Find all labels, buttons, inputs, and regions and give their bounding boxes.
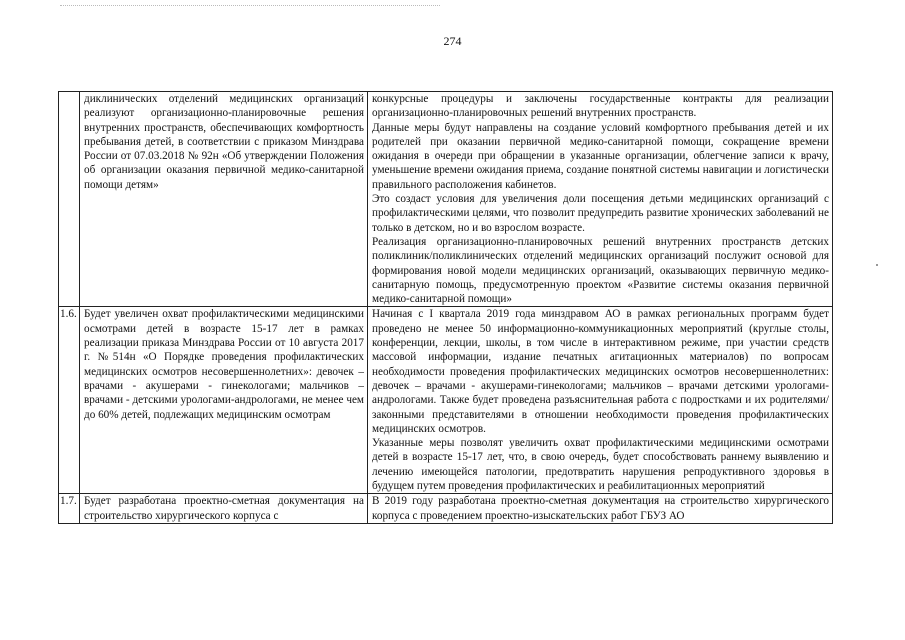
description-cell [368, 307, 833, 494]
description-paragraph: Данные меры будут направлены на создание условий комфортного пребывания детей и их родителей при оказании первичной медико-санитарной помощи, сокращение времени ожидания в очереди при обращении в указанные организации, облегчение записи к врачу, уменьшение времени ожидания приема, создание понятной системы навигации и логистически правильного расположения кабинетов. [372, 121, 829, 191]
description-paragraph: Начиная с I квартала 2019 года минздравом АО в рамках региональных программ будет проведено не менее 50 информационно-коммуникационных мероприятий (круглые столы, конференции, лекции, школы, в том числе в интерактивном режиме, при участии средств массовой информации, издание печатных агитационных материалов) по вопросам необходимости проведения профилактических медицинских осмотров несовершеннолетних: девочек – врачами - акушерами-гинекологами; мальчиков – врачами детскими урологами-андрологами. Также будет проведена разъяснительная работа с подростками и их родителями/законными представителями в отношении необходимости проведения профилактических медицинских осмотров. [372, 308, 829, 435]
scan-speck [876, 264, 878, 266]
row-number: 1.6. [59, 307, 80, 494]
description-paragraph: В 2019 году разработана проектно-сметная документация на строительство хирургического корпуса с проведением проектно-изыскательских работ ГБУЗ АО [372, 495, 829, 522]
table-row [59, 92, 833, 307]
row-number [59, 92, 80, 307]
description-paragraph: Указанные меры позволят увеличить охват профилактическими медицинскими осмотрами детей в возрасте 15-17 лет, что, в свою очередь, будет способствовать раннему выявлению и лечению имеющейся патологии, предотвратить нарушения репродуктивного здоровья в будущем путем проведения профилактических и реабилитационных мероприятий [372, 437, 829, 493]
page-number: 274 [443, 34, 462, 48]
table-row [59, 307, 833, 494]
event-cell: Будет увеличен охват профилактическими медицинскими осмотрами детей в возрасте 15-17 лет в рамках реализации приказа Минздрава России от 10 августа 2017 г. №514н «О Порядке проведения профилактических медицинских осмотров несовершеннолетних»: девочек – врачами - акушерами - гинекологами; мальчиков – врачами - детскими урологами-андрологами, не менее чем до 60% детей, подлежащих медицинским осмотрам [80, 307, 368, 494]
row-number: 1.7. [59, 494, 80, 524]
description-cell [368, 494, 833, 524]
event-cell: Будет разработана проектно-сметная документация на строительство хирургического корпуса с [80, 494, 368, 524]
measures-table [58, 91, 833, 524]
description-cell [368, 92, 833, 307]
description-paragraph: конкурсные процедуры и заключены государственные контракты для реализации организационно-планировочных решений внутренних пространств. [372, 93, 829, 120]
event-cell: диклинических отделений медицинских организаций реализуют организационно-планировочные решения внутренних пространств, обеспечивающих комфортность пребывания детей, в соответствии с приказом Минздрава России от 07.03.2018 № 92н «Об утверждении Положения об организации оказания первичной медико-санитарной помощи детям» [80, 92, 368, 307]
description-paragraph: Реализация организационно-планировочных решений внутренних пространств детских поликлиник/поликлинических отделений медицинских организаций послужит основой для формирования новой модели медицинских организаций, оказывающих первичную медико-санитарную помощь, предусмотренную проектом «Развитие системы оказания первичной медико-санитарной помощи» [372, 235, 829, 306]
scan-artifact-line [60, 5, 440, 6]
description-paragraph: Это создаст условия для увеличения доли посещения детьми медицинских организаций с профилактическими целями, что позволит предупредить развитие хронических заболеваний не только в детском, но и во взрослом возрасте. [372, 193, 829, 234]
table-row [59, 494, 833, 524]
